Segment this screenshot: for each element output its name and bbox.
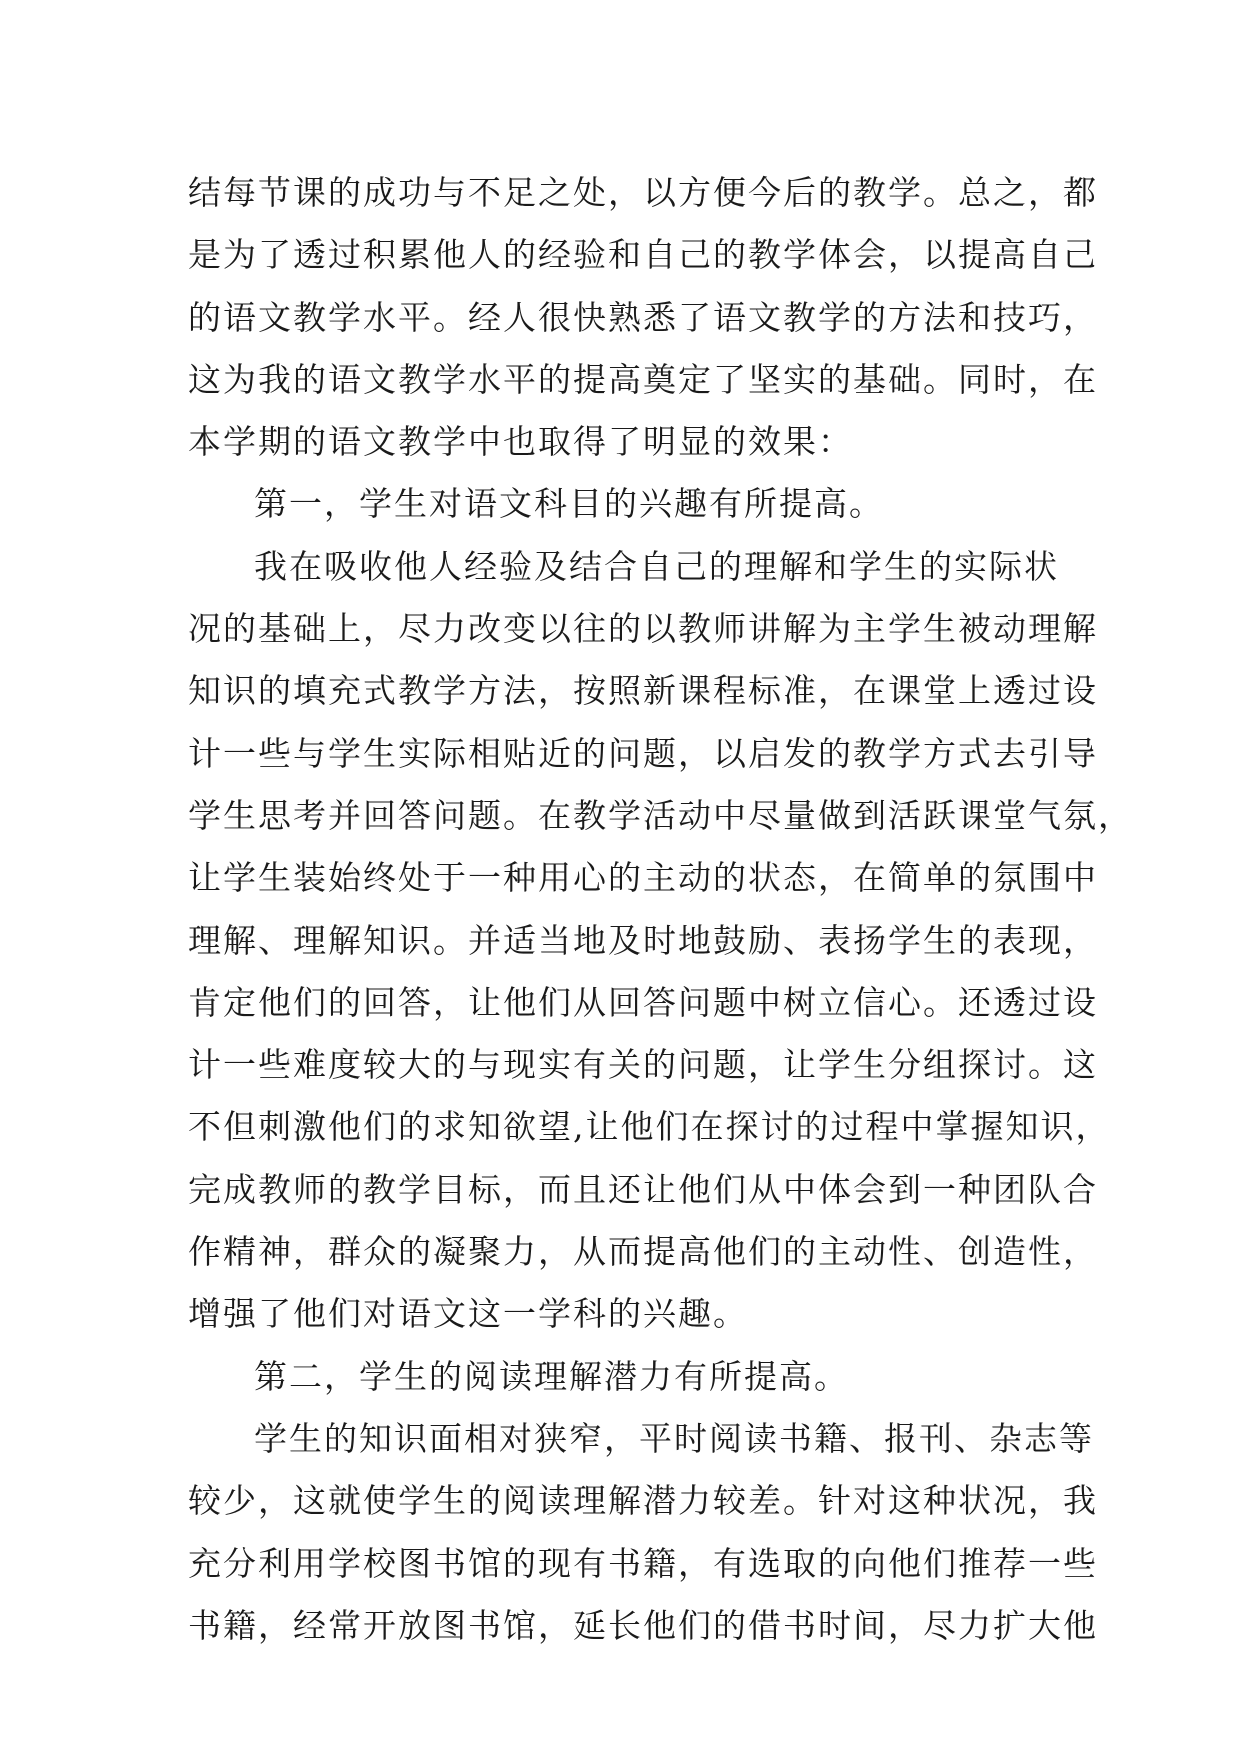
text-line: 本学期的语文教学中也取得了明显的效果：	[188, 422, 853, 462]
text-line: 况的基础上，尽力改变以往的以教师讲解为主学生被动理解	[188, 609, 1098, 649]
text-line: 结每节课的成功与不足之处，以方便今后的教学。总之，都	[188, 173, 1098, 212]
text-line: 不但刺激他们的求知欲望,让他们在探讨的过程中掌握知识，	[188, 1107, 1111, 1147]
text-line: 充分利用学校图书馆的现有书籍，有选取的向他们推荐一些	[188, 1543, 1098, 1583]
text-line: 肯定他们的回答，让他们从回答问题中树立信心。还透过设	[188, 982, 1098, 1022]
text-line: 这为我的语文教学水平的提高奠定了坚实的基础。同时，在	[188, 359, 1098, 399]
text-line: 增强了他们对语文这一学科的兴趣。	[188, 1294, 748, 1334]
text-line: 第一，学生对语文科目的兴趣有所提高。	[254, 484, 884, 524]
text-line: 计一些难度较大的与现实有关的问题，让学生分组探讨。这	[188, 1045, 1098, 1085]
text-line: 较少，这就使学生的阅读理解潜力较差。针对这种状况，我	[188, 1481, 1098, 1521]
text-line: 计一些与学生实际相贴近的问题，以启发的教学方式去引导	[188, 733, 1098, 773]
text-line: 学生思考并回答问题。在教学活动中尽量做到活跃课堂气氛，	[188, 795, 1133, 835]
document-body	[188, 162, 1133, 1657]
text-line: 完成教师的教学目标，而且还让他们从中体会到一种团队合	[188, 1169, 1098, 1209]
text-line: 我在吸收他人经验及结合自己的理解和学生的实际状	[254, 546, 1059, 586]
text-line: 书籍，经常开放图书馆，延长他们的借书时间，尽力扩大他	[188, 1605, 1098, 1645]
text-line: 第二，学生的阅读理解潜力有所提高。	[254, 1356, 849, 1396]
text-line: 是为了透过积累他人的经验和自己的教学体会，以提高自己	[188, 235, 1098, 275]
text-line: 理解、理解知识。并适当地及时地鼓励、表扬学生的表现，	[188, 920, 1098, 960]
text-line: 的语文教学水平。经人很快熟悉了语文教学的方法和技巧，	[188, 297, 1098, 337]
text-line: 作精神，群众的凝聚力，从而提高他们的主动性、创造性，	[188, 1232, 1098, 1272]
text-line: 学生的知识面相对狭窄，平时阅读书籍、报刊、杂志等	[254, 1418, 1094, 1458]
text-line: 知识的填充式教学方法，按照新课程标准，在课堂上透过设	[188, 671, 1098, 711]
text-line: 让学生装始终处于一种用心的主动的状态，在简单的氛围中	[188, 858, 1098, 898]
